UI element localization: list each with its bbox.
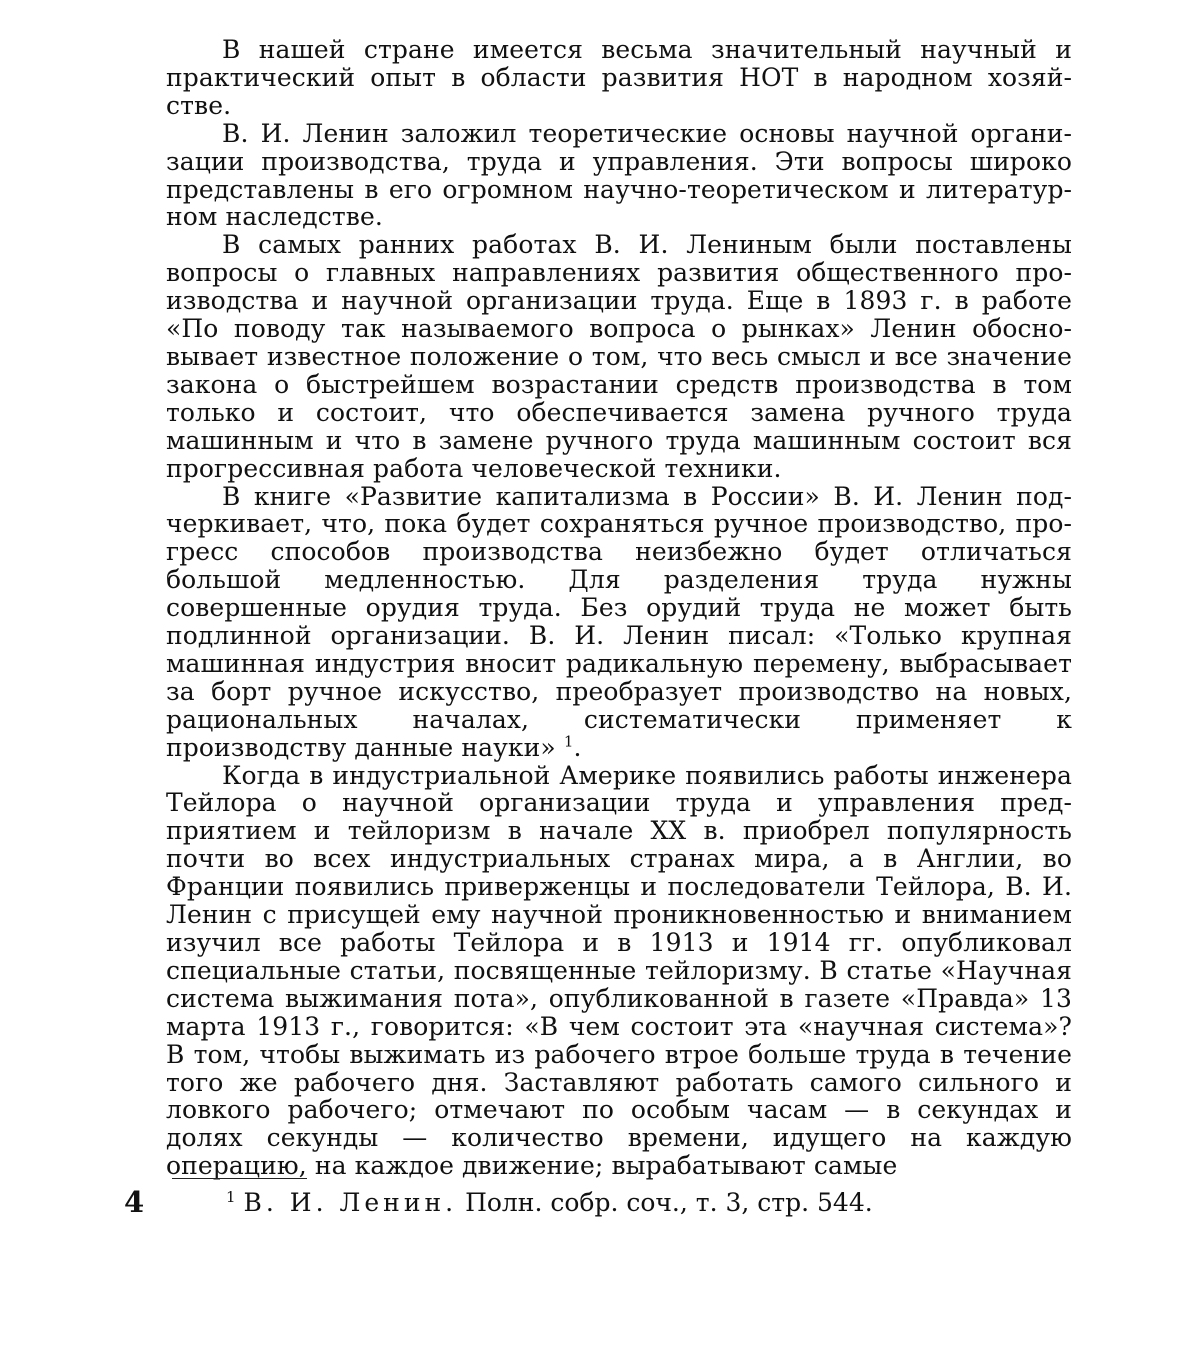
paragraph-3: В самых ранних работах В. И. Лениным были поставлены вопросы о главных направлениях развития общественного производства и научной организации труда. Еще в 1893 г. в работе «По поводу так называемого вопроса о рынках» Ленин обосновывает известное положение о том, что весь смысл и все значение закона о быстрейшем возрастании средств производства в том только и состоит, что обеспечивается замена ручного труда машинным и что в замене ручного труда машинным состоит вся прогрессивная работа человеческой техники. — [166, 230, 1072, 483]
footnote-source: Полн. собр. соч., т. 3, стр. 544. — [465, 1188, 873, 1217]
paragraph-2: В. И. Ленин заложил теоретические основы научной организации производства, труда и управления. Эти вопросы широко представлены в его огромном научно-теоретическом и литературном наследстве. — [166, 118, 1072, 232]
footnote-divider — [172, 1178, 307, 1179]
paragraph-5: Когда в индустриальной Америке появились работы инженера Тейлора о научной организации труда и управления предприятием и тейлоризм в начале XX в. приобрел популярность почти во всех индустриальных странах мира, а в Англии, во Франции появились приверженцы и последователи Тейлора, В. И. Ленин с присущей ему научной проникновенностью и вниманием изучил все работы Тейлора и в 1913 и 1914 гг. опубликовал специальные статьи, посвященные тейлоризму. В статье «Научная система выжимания пота», опубликованной в газете «Правда» 13 марта 1913 г., говорится: «В чем состоит эта «научная система»? В том, чтобы выжимать из рабочего втрое больше труда в течение того же рабочего дня. Заставляют работать самого сильного и ловкого рабочего; отмечают по особым часам — в секундах и долях секунды — количество времени, идущего на каждую операцию, на каждое движение; вырабатывают самые — [166, 760, 1072, 1181]
page-number: 4 — [124, 1185, 145, 1219]
footnote — [226, 1186, 873, 1220]
paragraph-4 — [166, 483, 1072, 762]
footnote-reference: 1 — [563, 732, 574, 751]
footnote-number: 1 — [226, 1187, 236, 1206]
paragraph-4-text: В книге «Развитие капитализма в России» В. И. Ленин подчеркивает, что, пока будет сохраняться ручное производство, прогресс способов производства неизбежно будет отличаться большой медленностью. Для разделения труда нужны совершенные орудия труда. Без орудий труда не может быть подлинной организации. В. И. Ленин писал: «Только крупная машинная индустрия вносит радикальную перемену, выбрасывает за борт ручное искусство, преобразует производство на новых, рациональных началах, систематически применяет к производству данные науки» — [166, 481, 1072, 762]
footnote-reference-period: . — [573, 732, 582, 762]
paragraph-1: В нашей стране имеется весьма значительный научный и практический опыт в области развития НОТ в народном хозяйстве. — [166, 35, 1072, 120]
body-text — [166, 36, 1072, 1180]
footnote-author: В. И. Ленин. — [243, 1188, 458, 1217]
